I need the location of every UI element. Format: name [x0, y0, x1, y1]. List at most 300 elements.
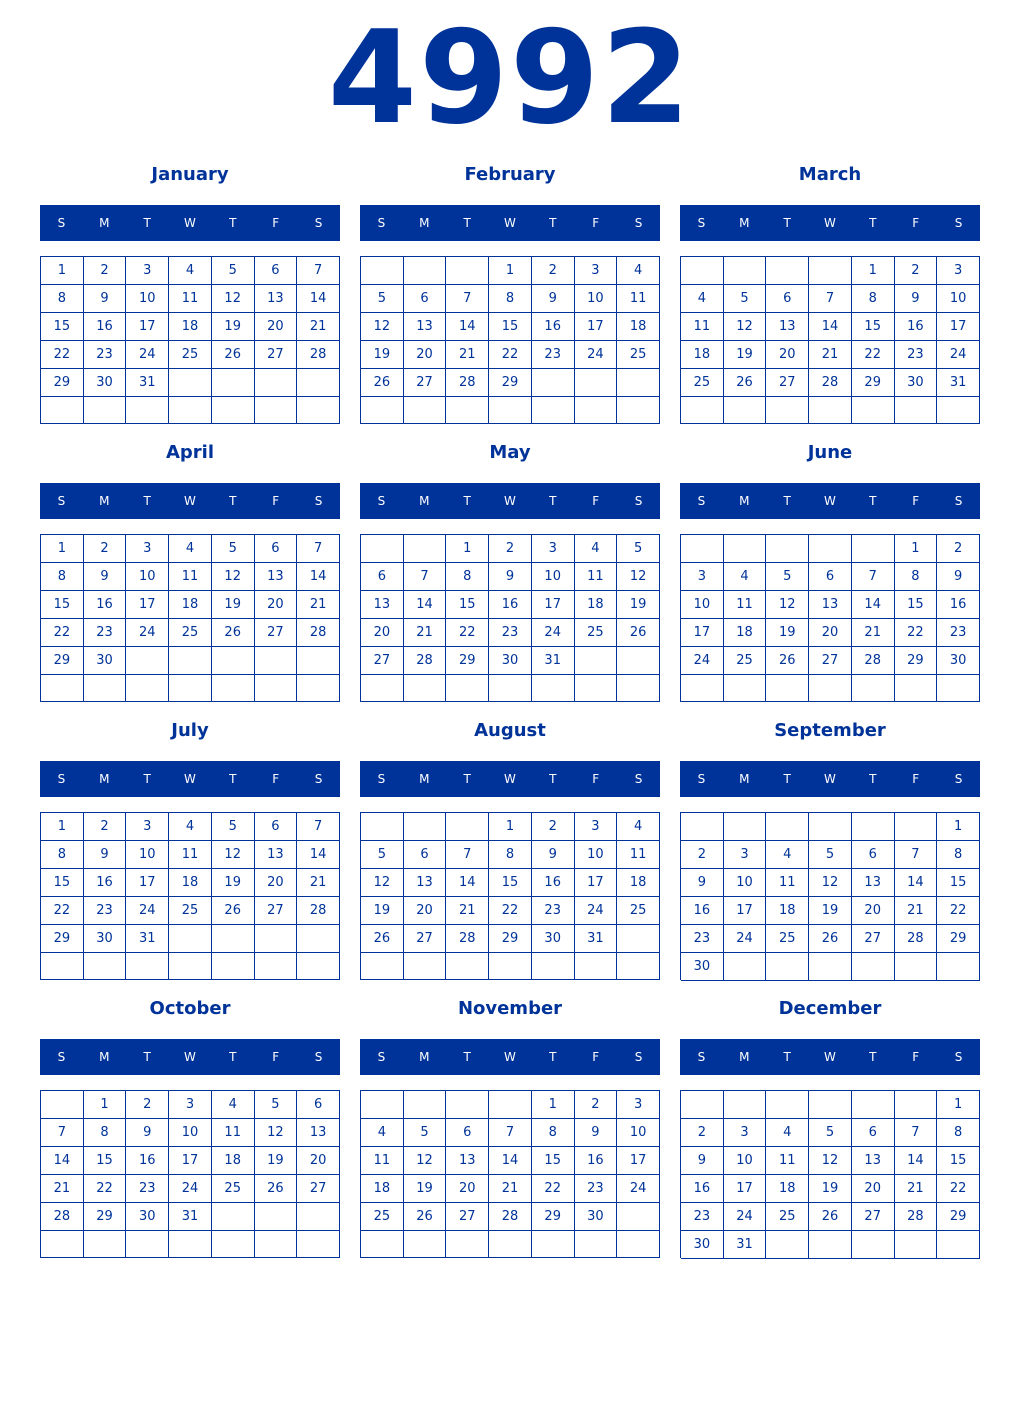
day-cell: 26	[617, 619, 660, 647]
day-cell: 26	[361, 369, 404, 397]
day-cell: 9	[937, 563, 980, 591]
weekday-label: M	[419, 772, 430, 786]
weekday-header	[40, 483, 340, 519]
weekday-label: F	[272, 494, 280, 508]
day-cell: 8	[937, 841, 980, 869]
weekday-header	[40, 761, 340, 797]
weekday-label: T	[783, 772, 791, 786]
day-cell: 29	[852, 369, 895, 397]
day-cell: 28	[297, 619, 340, 647]
day-cell: 29	[937, 1203, 980, 1231]
day-cell: 22	[937, 1175, 980, 1203]
day-cell: 12	[361, 313, 404, 341]
day-cell: 22	[489, 897, 532, 925]
weekday-label: T	[549, 216, 557, 230]
day-cell: 22	[937, 897, 980, 925]
day-cell: 3	[681, 563, 724, 591]
empty-day-cell	[681, 257, 724, 285]
day-cell: 24	[724, 925, 767, 953]
day-cell: 22	[41, 341, 84, 369]
day-cell: 7	[446, 285, 489, 313]
empty-day-cell	[766, 397, 809, 424]
empty-day-cell	[766, 1231, 809, 1259]
empty-day-cell	[361, 953, 404, 980]
day-cell: 2	[681, 841, 724, 869]
day-cell: 5	[212, 813, 255, 841]
day-cell: 14	[297, 841, 340, 869]
day-cell: 15	[489, 313, 532, 341]
weekday-label: S	[57, 216, 66, 230]
day-cell: 22	[41, 897, 84, 925]
day-cell: 8	[41, 285, 84, 313]
day-cell: 14	[895, 869, 938, 897]
weekday-label: S	[377, 772, 386, 786]
empty-day-cell	[724, 675, 767, 702]
empty-day-cell	[169, 397, 212, 424]
day-cell: 28	[297, 341, 340, 369]
day-cell: 16	[126, 1147, 169, 1175]
day-cell: 31	[532, 647, 575, 675]
day-cell: 1	[489, 813, 532, 841]
day-cell: 11	[766, 869, 809, 897]
day-cell: 19	[404, 1175, 447, 1203]
empty-day-cell	[404, 813, 447, 841]
day-cell: 27	[446, 1203, 489, 1231]
empty-day-cell	[297, 675, 340, 702]
weekday-label: T	[229, 1050, 237, 1064]
empty-day-cell	[404, 953, 447, 980]
day-cell: 4	[169, 813, 212, 841]
day-cell: 7	[404, 563, 447, 591]
day-cell: 31	[724, 1231, 767, 1259]
weekday-label: M	[99, 1050, 110, 1064]
day-cell: 14	[297, 285, 340, 313]
day-cell: 25	[361, 1203, 404, 1231]
empty-day-cell	[169, 647, 212, 675]
day-cell: 7	[297, 535, 340, 563]
day-cell: 1	[532, 1091, 575, 1119]
day-grid	[40, 256, 340, 424]
day-cell: 10	[724, 1147, 767, 1175]
day-cell: 10	[126, 563, 169, 591]
weekday-label: T	[463, 494, 471, 508]
day-cell: 29	[84, 1203, 127, 1231]
day-cell: 8	[41, 841, 84, 869]
empty-day-cell	[41, 1091, 84, 1119]
weekday-label: T	[143, 772, 151, 786]
day-cell: 3	[724, 841, 767, 869]
empty-day-cell	[937, 1231, 980, 1259]
empty-day-cell	[724, 397, 767, 424]
day-cell: 2	[84, 813, 127, 841]
day-cell: 2	[489, 535, 532, 563]
weekday-label: W	[184, 1050, 196, 1064]
day-cell: 4	[766, 841, 809, 869]
day-cell: 20	[255, 313, 298, 341]
weekday-label: W	[184, 772, 196, 786]
day-cell: 7	[895, 841, 938, 869]
day-cell: 12	[255, 1119, 298, 1147]
empty-day-cell	[766, 257, 809, 285]
day-cell: 28	[852, 647, 895, 675]
day-cell: 14	[297, 563, 340, 591]
month-name: September	[774, 720, 886, 741]
weekday-label: W	[184, 216, 196, 230]
day-cell: 27	[852, 1203, 895, 1231]
day-cell: 21	[852, 619, 895, 647]
day-cell: 21	[809, 341, 852, 369]
day-cell: 28	[895, 925, 938, 953]
day-cell: 3	[575, 257, 618, 285]
day-cell: 27	[255, 619, 298, 647]
day-grid	[680, 812, 980, 980]
day-cell: 24	[724, 1203, 767, 1231]
day-cell: 16	[532, 313, 575, 341]
day-cell: 3	[126, 257, 169, 285]
day-cell: 15	[489, 869, 532, 897]
day-cell: 22	[84, 1175, 127, 1203]
empty-day-cell	[41, 675, 84, 702]
month-name: August	[474, 720, 546, 741]
weekday-label: T	[869, 494, 877, 508]
day-cell: 5	[212, 257, 255, 285]
weekday-label: T	[783, 494, 791, 508]
empty-day-cell	[255, 1203, 298, 1231]
day-cell: 2	[895, 257, 938, 285]
empty-day-cell	[126, 1231, 169, 1258]
empty-day-cell	[724, 257, 767, 285]
empty-day-cell	[255, 369, 298, 397]
day-cell: 21	[895, 1175, 938, 1203]
day-cell: 24	[126, 341, 169, 369]
day-cell: 11	[212, 1119, 255, 1147]
day-cell: 6	[255, 813, 298, 841]
day-cell: 30	[937, 647, 980, 675]
day-cell: 4	[169, 257, 212, 285]
day-cell: 5	[361, 285, 404, 313]
empty-day-cell	[255, 397, 298, 424]
day-cell: 6	[255, 535, 298, 563]
empty-day-cell	[766, 675, 809, 702]
weekday-label: M	[419, 1050, 430, 1064]
day-cell: 21	[895, 897, 938, 925]
empty-day-cell	[212, 675, 255, 702]
day-cell: 5	[809, 841, 852, 869]
day-cell: 18	[212, 1147, 255, 1175]
weekday-label: M	[99, 772, 110, 786]
empty-day-cell	[297, 1231, 340, 1258]
day-cell: 23	[126, 1175, 169, 1203]
day-cell: 24	[575, 897, 618, 925]
day-cell: 2	[532, 257, 575, 285]
empty-day-cell	[84, 1231, 127, 1258]
weekday-label: S	[954, 494, 963, 508]
day-cell: 9	[84, 563, 127, 591]
day-cell: 27	[809, 647, 852, 675]
empty-day-cell	[446, 1091, 489, 1119]
weekday-header	[360, 1039, 660, 1075]
day-cell: 12	[212, 285, 255, 313]
day-cell: 13	[852, 1147, 895, 1175]
month-name: July	[171, 720, 209, 741]
day-cell: 29	[41, 369, 84, 397]
day-cell: 16	[895, 313, 938, 341]
day-cell: 30	[895, 369, 938, 397]
weekday-label: F	[912, 772, 920, 786]
weekday-label: T	[869, 772, 877, 786]
weekday-label: W	[504, 772, 516, 786]
day-cell: 4	[681, 285, 724, 313]
day-cell: 30	[681, 953, 724, 981]
empty-day-cell	[852, 813, 895, 841]
day-cell: 24	[575, 341, 618, 369]
day-cell: 4	[766, 1119, 809, 1147]
empty-day-cell	[446, 257, 489, 285]
day-cell: 11	[681, 313, 724, 341]
empty-day-cell	[404, 535, 447, 563]
day-cell: 24	[126, 619, 169, 647]
day-cell: 21	[297, 869, 340, 897]
day-cell: 3	[169, 1091, 212, 1119]
day-cell: 1	[489, 257, 532, 285]
day-cell: 23	[84, 897, 127, 925]
day-cell: 7	[895, 1119, 938, 1147]
day-cell: 29	[532, 1203, 575, 1231]
empty-day-cell	[617, 647, 660, 675]
empty-day-cell	[724, 1091, 767, 1119]
empty-day-cell	[809, 1231, 852, 1259]
day-cell: 10	[126, 841, 169, 869]
day-cell: 19	[361, 897, 404, 925]
day-cell: 15	[895, 591, 938, 619]
empty-day-cell	[766, 1091, 809, 1119]
day-cell: 15	[446, 591, 489, 619]
day-cell: 15	[41, 313, 84, 341]
day-cell: 23	[681, 1203, 724, 1231]
day-cell: 24	[169, 1175, 212, 1203]
day-cell: 29	[41, 925, 84, 953]
empty-day-cell	[361, 813, 404, 841]
empty-day-cell	[297, 1203, 340, 1231]
day-cell: 23	[84, 341, 127, 369]
day-cell: 4	[361, 1119, 404, 1147]
day-cell: 11	[169, 563, 212, 591]
month-name: January	[151, 164, 229, 185]
empty-day-cell	[937, 397, 980, 424]
day-cell: 23	[681, 925, 724, 953]
day-cell: 26	[809, 1203, 852, 1231]
empty-day-cell	[169, 953, 212, 980]
weekday-label: W	[824, 1050, 836, 1064]
weekday-label: S	[377, 216, 386, 230]
day-cell: 15	[84, 1147, 127, 1175]
day-cell: 25	[169, 341, 212, 369]
day-cell: 17	[937, 313, 980, 341]
day-cell: 30	[126, 1203, 169, 1231]
empty-day-cell	[41, 1231, 84, 1258]
day-cell: 25	[169, 897, 212, 925]
empty-day-cell	[617, 925, 660, 953]
weekday-label: T	[229, 494, 237, 508]
month-name: May	[489, 442, 531, 463]
empty-day-cell	[489, 953, 532, 980]
empty-day-cell	[895, 1231, 938, 1259]
weekday-label: S	[954, 772, 963, 786]
weekday-label: F	[272, 772, 280, 786]
day-cell: 26	[809, 925, 852, 953]
day-cell: 25	[724, 647, 767, 675]
day-cell: 22	[852, 341, 895, 369]
empty-day-cell	[126, 953, 169, 980]
day-cell: 30	[84, 647, 127, 675]
day-cell: 1	[937, 1091, 980, 1119]
empty-day-cell	[809, 257, 852, 285]
weekday-label: T	[549, 772, 557, 786]
day-cell: 2	[84, 257, 127, 285]
weekday-label: S	[314, 494, 323, 508]
empty-day-cell	[41, 397, 84, 424]
day-cell: 4	[212, 1091, 255, 1119]
day-cell: 7	[297, 257, 340, 285]
empty-day-cell	[809, 397, 852, 424]
day-cell: 18	[169, 313, 212, 341]
empty-day-cell	[84, 953, 127, 980]
empty-day-cell	[809, 535, 852, 563]
empty-day-cell	[766, 535, 809, 563]
weekday-label: F	[912, 1050, 920, 1064]
day-cell: 8	[41, 563, 84, 591]
day-cell: 22	[532, 1175, 575, 1203]
weekday-label: T	[463, 216, 471, 230]
day-cell: 4	[575, 535, 618, 563]
day-cell: 4	[169, 535, 212, 563]
empty-day-cell	[681, 813, 724, 841]
day-cell: 5	[255, 1091, 298, 1119]
day-grid	[680, 256, 980, 424]
day-cell: 17	[126, 313, 169, 341]
empty-day-cell	[361, 1091, 404, 1119]
month-name: April	[165, 442, 215, 463]
empty-day-cell	[489, 1091, 532, 1119]
day-cell: 21	[404, 619, 447, 647]
day-cell: 23	[937, 619, 980, 647]
empty-day-cell	[361, 675, 404, 702]
empty-day-cell	[446, 397, 489, 424]
day-cell: 25	[575, 619, 618, 647]
empty-day-cell	[895, 397, 938, 424]
weekday-header	[40, 205, 340, 241]
empty-day-cell	[404, 675, 447, 702]
day-cell: 12	[617, 563, 660, 591]
day-grid	[360, 1090, 660, 1258]
day-cell: 1	[41, 535, 84, 563]
weekday-label: S	[697, 1050, 706, 1064]
empty-day-cell	[852, 397, 895, 424]
day-cell: 24	[617, 1175, 660, 1203]
day-cell: 8	[852, 285, 895, 313]
day-cell: 24	[681, 647, 724, 675]
day-cell: 10	[575, 841, 618, 869]
weekday-label: T	[143, 1050, 151, 1064]
weekday-header	[680, 1039, 980, 1075]
day-cell: 18	[169, 869, 212, 897]
day-cell: 8	[489, 841, 532, 869]
day-cell: 10	[169, 1119, 212, 1147]
day-cell: 6	[404, 841, 447, 869]
day-cell: 24	[126, 897, 169, 925]
day-cell: 6	[852, 841, 895, 869]
day-cell: 22	[895, 619, 938, 647]
day-cell: 6	[852, 1119, 895, 1147]
empty-day-cell	[617, 675, 660, 702]
day-cell: 30	[84, 925, 127, 953]
weekday-label: S	[634, 1050, 643, 1064]
day-cell: 9	[489, 563, 532, 591]
weekday-header	[680, 761, 980, 797]
day-cell: 17	[575, 869, 618, 897]
empty-day-cell	[126, 647, 169, 675]
day-grid	[360, 256, 660, 424]
empty-day-cell	[724, 813, 767, 841]
day-cell: 7	[446, 841, 489, 869]
empty-day-cell	[681, 675, 724, 702]
day-cell: 16	[84, 591, 127, 619]
empty-day-cell	[617, 397, 660, 424]
day-cell: 28	[895, 1203, 938, 1231]
weekday-header	[360, 761, 660, 797]
day-cell: 23	[84, 619, 127, 647]
day-grid	[360, 534, 660, 702]
day-cell: 11	[575, 563, 618, 591]
day-cell: 28	[446, 925, 489, 953]
day-cell: 28	[404, 647, 447, 675]
day-cell: 2	[937, 535, 980, 563]
day-cell: 19	[809, 1175, 852, 1203]
day-cell: 16	[575, 1147, 618, 1175]
weekday-label: T	[143, 494, 151, 508]
day-cell: 5	[724, 285, 767, 313]
day-cell: 8	[937, 1119, 980, 1147]
weekday-header	[680, 483, 980, 519]
day-cell: 16	[681, 1175, 724, 1203]
day-cell: 20	[404, 341, 447, 369]
day-cell: 8	[532, 1119, 575, 1147]
day-cell: 2	[126, 1091, 169, 1119]
empty-day-cell	[617, 1231, 660, 1258]
day-cell: 19	[255, 1147, 298, 1175]
empty-day-cell	[169, 925, 212, 953]
day-cell: 22	[41, 619, 84, 647]
month-name: March	[798, 164, 862, 185]
empty-day-cell	[404, 257, 447, 285]
empty-day-cell	[895, 813, 938, 841]
day-cell: 11	[617, 285, 660, 313]
weekday-label: S	[57, 494, 66, 508]
day-cell: 13	[809, 591, 852, 619]
empty-day-cell	[297, 647, 340, 675]
weekday-label: T	[869, 1050, 877, 1064]
weekday-label: S	[634, 494, 643, 508]
day-cell: 15	[41, 869, 84, 897]
day-cell: 18	[766, 1175, 809, 1203]
day-cell: 9	[126, 1119, 169, 1147]
weekday-label: T	[549, 494, 557, 508]
empty-day-cell	[617, 953, 660, 980]
empty-day-cell	[297, 953, 340, 980]
day-cell: 15	[937, 869, 980, 897]
empty-day-cell	[255, 953, 298, 980]
day-cell: 27	[852, 925, 895, 953]
